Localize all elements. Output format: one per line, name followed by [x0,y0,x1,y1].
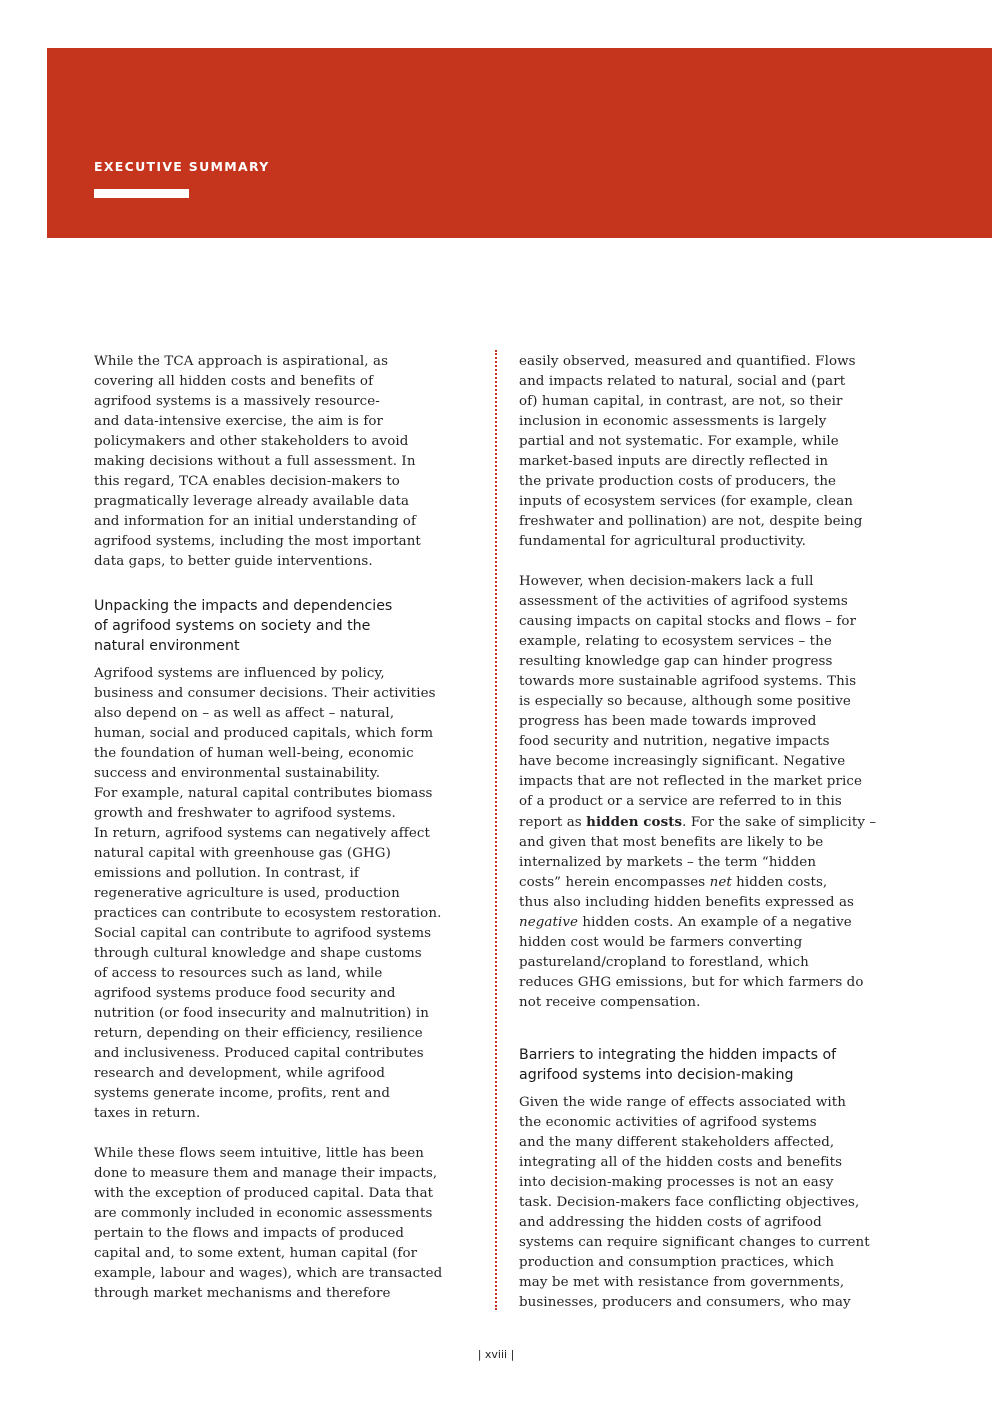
text-line: return, depending on their efficiency, resilience [94,1026,423,1041]
text-line: inputs of ecosystem services (for example, clean [519,494,854,509]
text-line: assessment of the activities of agrifood systems [519,594,848,609]
negative-hidden-costs-line: negative hidden costs. An example of a negative [519,915,852,930]
observability-paragraph [519,352,899,552]
text-line: resulting knowledge gap can hinder progress [519,654,833,669]
barriers-paragraph [519,1093,899,1313]
text-line: reduces GHG emissions, but for which farmers do [519,975,864,990]
hidden-costs-term: hidden costs [586,814,683,830]
text-line: human, social and produced capitals, which form [94,726,434,741]
text-line: agrifood systems, including the most important [94,534,421,549]
text-line: practices can contribute to ecosystem restoration. [94,906,442,921]
text-line: into decision-making processes is not an easy [519,1175,834,1190]
text-line: Given the wide range of effects associated with [519,1095,846,1110]
text-line: emissions and pollution. In contrast, if [94,866,359,881]
text-line: may be met with resistance from governments, [519,1275,845,1290]
text-line: While the TCA approach is aspirational, as [94,354,389,369]
text-line: internalized by markets – the term “hidden [519,855,817,870]
text-line: easily observed, measured and quantified. Flows [519,354,856,369]
text-line: the foundation of human well-being, economic [94,746,414,761]
text-line: the private production costs of producers, the [519,474,837,489]
text-line: through market mechanisms and therefore [94,1286,391,1301]
text-line: data gaps, to better guide interventions. [94,554,373,569]
net-term: net [709,875,732,890]
text-line: success and environmental sustainability. [94,766,381,781]
text-line: and the many different stakeholders affected, [519,1135,835,1150]
text-line: not receive compensation. [519,995,701,1010]
text-line: this regard, TCA enables decision-makers to [94,474,400,489]
text-line: While these flows seem intuitive, little has been [94,1146,425,1161]
text-line: capital and, to some extent, human capital (for [94,1246,418,1261]
text-line: impacts that are not reflected in the market price [519,774,862,789]
intro-paragraph [94,352,474,572]
text-line: production and consumption practices, which [519,1255,835,1270]
text-line: business and consumer decisions. Their activities [94,686,436,701]
page-number: | xviii | [477,1348,515,1361]
text-line: of) human capital, in contrast, are not, so their [519,394,843,409]
hidden-costs-paragraph [519,572,899,1013]
text-line: partial and not systematic. For example, while [519,434,839,449]
text-line: towards more sustainable agrifood systems. This [519,674,857,689]
text-line: done to measure them and manage their impacts, [94,1166,438,1181]
hidden-costs-lines-before [519,572,899,812]
text-line: example, labour and wages), which are transacted [94,1266,443,1281]
text-line: natural capital with greenhouse gas (GHG) [94,846,391,861]
text-line: food security and nutrition, negative impacts [519,734,830,749]
text-line: also depend on – as well as affect – natural, [94,706,395,721]
text-line: Social capital can contribute to agrifood systems [94,926,432,941]
section-heading-impacts [94,596,474,656]
heading-line: Unpacking the impacts and dependencies [94,598,393,614]
text-line: nutrition (or food insecurity and malnutrition) in [94,1006,429,1021]
text-line: regenerative agriculture is used, production [94,886,400,901]
hidden-costs-line: report as hidden costs. For the sake of simplicity – [519,814,877,830]
text-line: through cultural knowledge and shape customs [94,946,422,961]
paragraph-spacer [519,552,899,572]
text-line: is especially so because, although some positive [519,694,851,709]
text-line: In return, agrifood systems can negatively affect [94,826,430,841]
text-line: businesses, producers and consumers, who may [519,1295,851,1310]
text-line: and impacts related to natural, social and (part [519,374,846,389]
paragraph-spacer [94,1124,474,1144]
text-line: For example, natural capital contributes biomass [94,786,433,801]
text-line: and inclusiveness. Produced capital contributes [94,1046,424,1061]
left-column [94,352,474,1304]
text-line: fundamental for agricultural productivity. [519,534,807,549]
text-line: and addressing the hidden costs of agrifood [519,1215,822,1230]
heading-line: Barriers to integrating the hidden impacts of [519,1047,837,1063]
section-underline-bar [94,189,189,198]
text-line: agrifood systems produce food security and [94,986,396,1001]
section-heading-barriers [519,1045,899,1085]
text-line: have become increasingly significant. Negative [519,754,846,769]
text-line: and information for an initial understanding of [94,514,416,529]
text-line: progress has been made towards improved [519,714,817,729]
text-line: systems generate income, profits, rent and [94,1086,391,1101]
text-line: systems can require significant changes to current [519,1235,870,1250]
text-line: making decisions without a full assessment. In [94,454,416,469]
section-label: EXECUTIVE SUMMARY [94,159,270,174]
text-line: causing impacts on capital stocks and flows – for [519,614,857,629]
text-line: with the exception of produced capital. Data that [94,1186,434,1201]
text-line: task. Decision-makers face conflicting objectives, [519,1195,860,1210]
text-line: covering all hidden costs and benefits of [94,374,374,389]
heading-line: agrifood systems into decision-making [519,1067,794,1083]
heading-line: natural environment [94,638,240,654]
text-line: However, when decision-makers lack a full [519,574,814,589]
text-line: taxes in return. [94,1106,201,1121]
text-line: and given that most benefits are likely to be [519,835,824,850]
text-line: of access to resources such as land, while [94,966,383,981]
text-line: pastureland/cropland to forestland, which [519,955,809,970]
text-line: of a product or a service are referred to in this [519,794,842,809]
text-line: research and development, while agrifood [94,1066,386,1081]
header-banner [47,48,992,238]
flows-paragraph [94,1144,474,1304]
text-line: growth and freshwater to agrifood systems. [94,806,396,821]
text-line: agrifood systems is a massively resource- [94,394,380,409]
text-line: freshwater and pollination) are not, despite being [519,514,863,529]
text-line: inclusion in economic assessments is largely [519,414,827,429]
text-line: pertain to the flows and impacts of produced [94,1226,405,1241]
net-hidden-costs-line: costs” herein encompasses net hidden costs, [519,875,828,890]
text-line: and data-intensive exercise, the aim is for [94,414,384,429]
text-line: Agrifood systems are influenced by policy, [94,666,385,681]
text-line: hidden cost would be farmers converting [519,935,803,950]
text-line: pragmatically leverage already available data [94,494,410,509]
text-line: example, relating to ecosystem services – the [519,634,832,649]
text-line: integrating all of the hidden costs and benefits [519,1155,843,1170]
hidden-benefits-line: thus also including hidden benefits expressed as [519,895,855,910]
text-line: are commonly included in economic assessments [94,1206,433,1221]
heading-line: of agrifood systems on society and the [94,618,371,634]
right-column [519,352,899,1313]
negative-term: negative [519,915,579,930]
text-line: market-based inputs are directly reflected in [519,454,829,469]
text-line: policymakers and other stakeholders to avoid [94,434,409,449]
capitals-paragraph [94,664,474,1124]
hidden-costs-lines-after [519,933,899,1013]
text-line: the economic activities of agrifood systems [519,1115,817,1130]
hidden-costs-lines-mid [519,833,899,873]
column-divider [495,350,497,1310]
